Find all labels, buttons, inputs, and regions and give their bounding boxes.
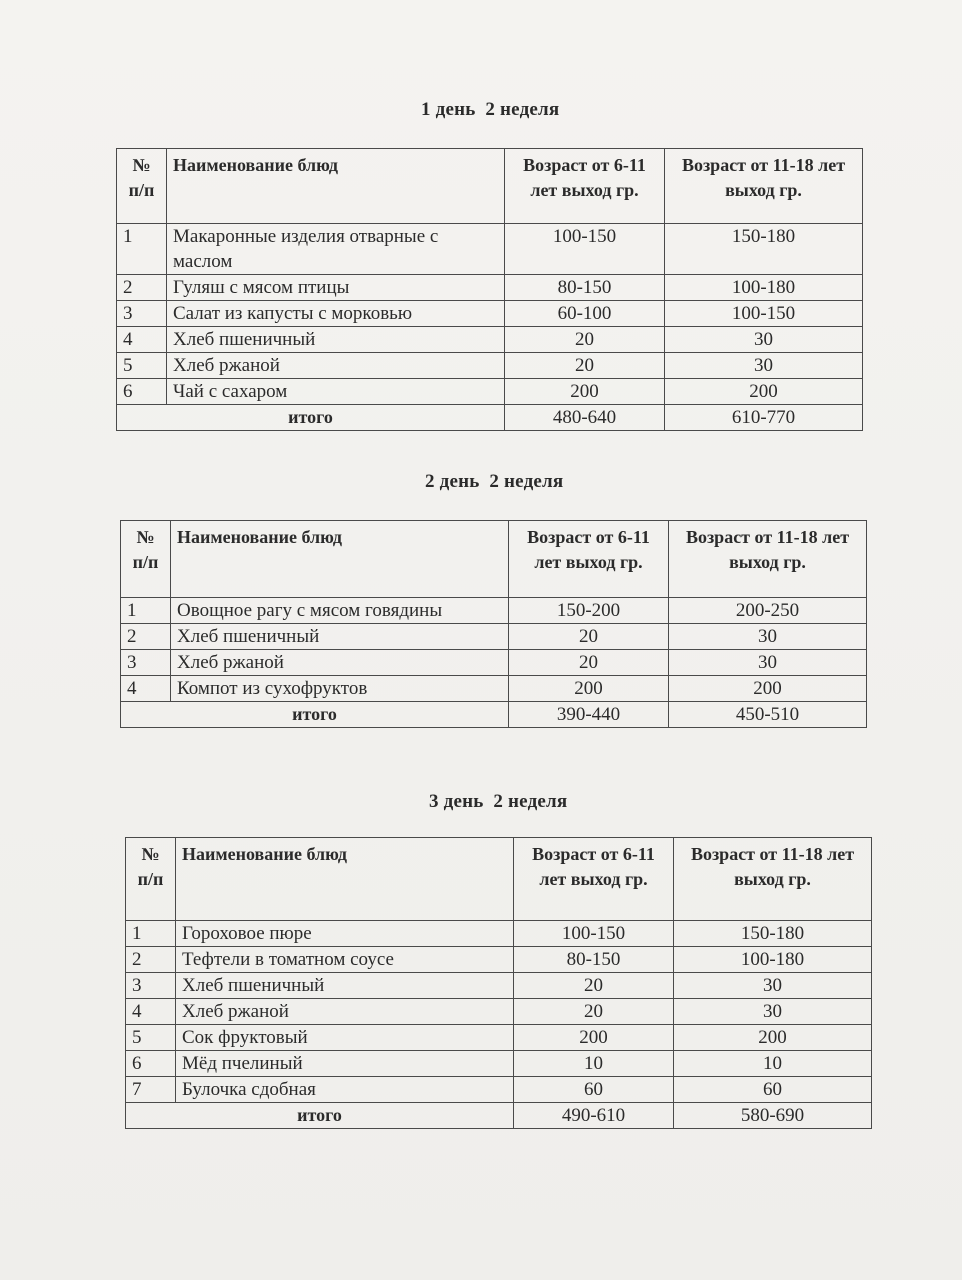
table-row — [117, 224, 863, 275]
total-age2-value: 450-510 — [669, 702, 867, 728]
row-dish-name: Гуляш с мясом птицы — [167, 275, 505, 301]
row-age1-value: 20 — [505, 327, 665, 353]
row-age1-value: 100-150 — [514, 921, 674, 947]
total-label: итого — [126, 1103, 514, 1129]
row-age2-value: 150-180 — [674, 921, 872, 947]
row-dish-name: Макаронные изделия отварные с маслом — [167, 224, 505, 275]
row-age2-value: 100-180 — [674, 947, 872, 973]
row-num: 2 — [126, 947, 176, 973]
row-age2-value: 200-250 — [669, 598, 867, 624]
row-dish-name: Салат из капусты с морковью — [167, 301, 505, 327]
table-header-row — [126, 838, 872, 921]
menu-table-day3 — [125, 837, 872, 1129]
row-dish-name: Гороховое пюре — [176, 921, 514, 947]
row-age2-value: 150-180 — [665, 224, 863, 275]
row-num: 5 — [126, 1025, 176, 1051]
row-age1-value: 20 — [514, 999, 674, 1025]
row-dish-name: Овощное рагу с мясом говядины — [171, 598, 509, 624]
table-row — [117, 353, 863, 379]
row-num: 1 — [126, 921, 176, 947]
header-age-6-11: Возраст от 6-11 лет выход гр. — [514, 838, 674, 921]
header-name: Наименование блюд — [176, 838, 514, 921]
row-dish-name: Хлеб пшеничный — [176, 973, 514, 999]
row-dish-name: Мёд пчелиный — [176, 1051, 514, 1077]
row-age1-value: 150-200 — [509, 598, 669, 624]
row-dish-name: Сок фруктовый — [176, 1025, 514, 1051]
row-num: 4 — [117, 327, 167, 353]
menu-table-day1 — [116, 148, 863, 431]
table-row — [126, 1077, 872, 1103]
total-age1-value: 480-640 — [505, 405, 665, 431]
table-row — [121, 624, 867, 650]
header-name: Наименование блюд — [171, 521, 509, 598]
table-total-row — [121, 702, 867, 728]
row-num: 2 — [117, 275, 167, 301]
row-num: 4 — [121, 676, 171, 702]
total-age2-value: 610-770 — [665, 405, 863, 431]
row-age2-value: 10 — [674, 1051, 872, 1077]
table-row — [126, 1051, 872, 1077]
row-age2-value: 30 — [665, 353, 863, 379]
table-row — [117, 275, 863, 301]
row-age1-value: 20 — [509, 650, 669, 676]
row-age2-value: 100-180 — [665, 275, 863, 301]
row-age1-value: 200 — [509, 676, 669, 702]
row-age2-value: 200 — [674, 1025, 872, 1051]
row-dish-name: Хлеб пшеничный — [171, 624, 509, 650]
row-num: 3 — [121, 650, 171, 676]
row-age1-value: 20 — [514, 973, 674, 999]
row-num: 1 — [117, 224, 167, 275]
row-dish-name: Тефтели в томатном соусе — [176, 947, 514, 973]
row-age2-value: 60 — [674, 1077, 872, 1103]
row-dish-name: Компот из сухофруктов — [171, 676, 509, 702]
table-header-row — [117, 149, 863, 224]
table-row — [117, 379, 863, 405]
row-age1-value: 200 — [514, 1025, 674, 1051]
table-row — [117, 327, 863, 353]
header-num: № п/п — [117, 149, 167, 224]
table-header-row — [121, 521, 867, 598]
row-num: 4 — [126, 999, 176, 1025]
section-title-day3: 3 день 2 неделя — [429, 791, 568, 812]
table-row — [117, 301, 863, 327]
row-age2-value: 30 — [669, 650, 867, 676]
header-num: № п/п — [121, 521, 171, 598]
table-row — [121, 650, 867, 676]
total-age1-value: 490-610 — [514, 1103, 674, 1129]
row-dish-name: Хлеб пшеничный — [167, 327, 505, 353]
row-age1-value: 200 — [505, 379, 665, 405]
row-num: 3 — [126, 973, 176, 999]
row-num: 1 — [121, 598, 171, 624]
header-age-11-18: Возраст от 11-18 лет выход гр. — [674, 838, 872, 921]
total-age1-value: 390-440 — [509, 702, 669, 728]
table-total-row — [126, 1103, 872, 1129]
row-num: 2 — [121, 624, 171, 650]
total-label: итого — [121, 702, 509, 728]
row-age2-value: 100-150 — [665, 301, 863, 327]
row-age2-value: 30 — [674, 973, 872, 999]
table-total-row — [117, 405, 863, 431]
total-label: итого — [117, 405, 505, 431]
table-row — [126, 999, 872, 1025]
table-row — [121, 676, 867, 702]
row-age1-value: 10 — [514, 1051, 674, 1077]
row-dish-name: Булочка сдобная — [176, 1077, 514, 1103]
row-age1-value: 100-150 — [505, 224, 665, 275]
row-dish-name: Чай с сахаром — [167, 379, 505, 405]
header-name: Наименование блюд — [167, 149, 505, 224]
table-row — [126, 921, 872, 947]
table-row — [126, 947, 872, 973]
row-dish-name: Хлеб ржаной — [176, 999, 514, 1025]
row-age2-value: 30 — [669, 624, 867, 650]
row-num: 7 — [126, 1077, 176, 1103]
row-age1-value: 80-150 — [505, 275, 665, 301]
row-age1-value: 60-100 — [505, 301, 665, 327]
row-num: 6 — [126, 1051, 176, 1077]
header-age-11-18: Возраст от 11-18 лет выход гр. — [665, 149, 863, 224]
table-row — [121, 598, 867, 624]
row-age2-value: 30 — [665, 327, 863, 353]
table-row — [126, 1025, 872, 1051]
header-age-6-11: Возраст от 6-11 лет выход гр. — [509, 521, 669, 598]
row-dish-name: Хлеб ржаной — [171, 650, 509, 676]
row-age1-value: 60 — [514, 1077, 674, 1103]
row-age1-value: 20 — [505, 353, 665, 379]
header-num: № п/п — [126, 838, 176, 921]
table-row — [126, 973, 872, 999]
row-age2-value: 200 — [665, 379, 863, 405]
section-title-day2: 2 день 2 неделя — [425, 471, 564, 492]
header-age-11-18: Возраст от 11-18 лет выход гр. — [669, 521, 867, 598]
total-age2-value: 580-690 — [674, 1103, 872, 1129]
row-age2-value: 30 — [674, 999, 872, 1025]
row-age2-value: 200 — [669, 676, 867, 702]
row-age1-value: 20 — [509, 624, 669, 650]
header-age-6-11: Возраст от 6-11 лет выход гр. — [505, 149, 665, 224]
row-dish-name: Хлеб ржаной — [167, 353, 505, 379]
row-num: 3 — [117, 301, 167, 327]
menu-table-day2 — [120, 520, 867, 728]
row-age1-value: 80-150 — [514, 947, 674, 973]
section-title-day1: 1 день 2 неделя — [421, 99, 560, 120]
row-num: 6 — [117, 379, 167, 405]
row-num: 5 — [117, 353, 167, 379]
